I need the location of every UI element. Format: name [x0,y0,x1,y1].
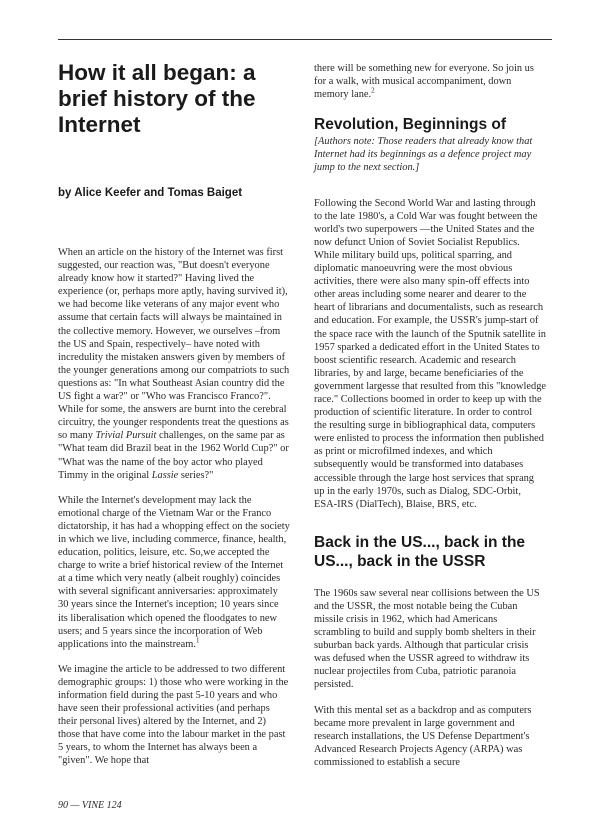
paragraph-impact [58,494,290,651]
paragraph-arpa: With this mental set as a backdrop and as computers became more prevalent in large government and research installations, the US Defense Department's Advanced Research Projects Agency (ARPA) was commissioned to establish a secure [314,704,532,768]
paragraph-audience: We imagine the article to be addressed to two different demographic groups: 1) those who were working in the information field during the past 5-10 years and who have seen their professional activities (and perhaps their personal lives) altered by the Internet, and 2) those that have come into the labour market in the past 5 years, to whom the Internet has always been a "given". We hope that [58,663,289,767]
section-heading-revolution: Revolution, Beginnings of [314,116,507,134]
article-title: How it all began: a brief history of the Internet [58,60,256,137]
paragraph-intro [58,246,290,482]
italic-title: Trivial Pursuit [95,430,157,442]
page-footer: 90 — VINE 124 [58,800,122,811]
paragraph-cold-war: Following the Second World War and lasting through to the late 1980's, a Cold War was fought between the world's two superpowers —the United States and the now defunct Union of Soviet Socialist Republics. While military build ups, political sparring, and diplomatic manoeuvring were the most obvious activities, there were also many spin-off effects into other areas including some nearer and dearer to the heart of librarians and documentalists, such as research and education. For example, the USSR's jump-start of the space race with the launch of the Sputnik satellite in 1957 sparked a dedicated effort in the United States to boost scientific research. Academic and research libraries, by and large, became beneficiaries of the government largesse that resulted from this "knowledge race." Collections boomed in order to keep up with the production of scientific literature. In order to control the resulting surge in bibliographical data, computers were enlisted to process the information then published as print or microfilmed indexes, and which subsequently would be transformed into databases accessible through the large host services that sprang up in the early 1970s, such as Dialog, SDC-Orbit, ESA-IRS (DialTech), Blaise, BRS, etc. [314,197,547,510]
top-rule [58,39,552,40]
footnote-marker: 1 [195,636,200,645]
left-column [58,60,290,768]
paragraph-continuation [314,62,546,101]
right-column [314,62,546,769]
text-run: When an article on the history of the Internet was first suggested, our reaction was, "But doesn't everyone already know how it started?" Having lived the experience (or, perhaps more aptly, having survived it), we had become like veterans of any major event who assume that certain facts will always be maintained in the collective memory. However, we ourselves –from the US and Spain, respectively– have noted with incredulity the mistaken answers given by members of the younger generations among our compatriots to such questions as: "In what Southeast Asian country did the US fight a war?" or "Who was Francisco Franco?". While for some, the answers are burnt into the cerebral circuitry, the younger respondents treat the questions as so many [58,247,290,442]
text-run: While the Internet's development may lack the emotional charge of the Vietnam War or the Franco dictatorship, it has had a whopping effect on the society in which we live, including commerce, finance, health, education, politics, leisure, etc. So,we accepted the charge to write a brief historical review of the Internet at a time which very neatly (albeit roughly) coincides with several significant anniversaries: approximately 30 years since the Internet's inception; 10 years since its liberalisation which opened the floodgates to new users; and 5 years since the incorporation of Web applications into the mainstream. [58,494,290,650]
text-run: challenges, on the same par as "What team did Brazil beat in the 1962 World Cup?" or "What was the name of the boy actor who played Timmy in the original [58,430,289,481]
footnote-marker: 2 [371,86,375,95]
text-run: series?" [178,469,214,481]
article-byline: by Alice Keefer and Tomas Baiget [58,187,243,199]
authors-note: [Authors note: Those readers that already know that Internet had its beginnings as a defence project may jump to the next section.] [314,136,533,174]
italic-title: Lassie [151,469,179,481]
text-run: there will be something new for everyone. So join us for a walk, with musical accompaniment, down memory lane. [314,63,534,101]
paragraph-1960s: The 1960s saw several near collisions between the US and the USSR, the most notable being the Cuban missile crisis in 1962, which had Americans scrambling to build and supply bomb shelters in their suburban back yards. Although that particular crisis was defused when the USSR agreed to withdraw its nuclear projectiles from Cuba, patriotic paranoia persisted. [314,587,540,691]
section-heading-back-in-the-us: Back in the US..., back in the US..., back in the USSR [314,533,526,570]
